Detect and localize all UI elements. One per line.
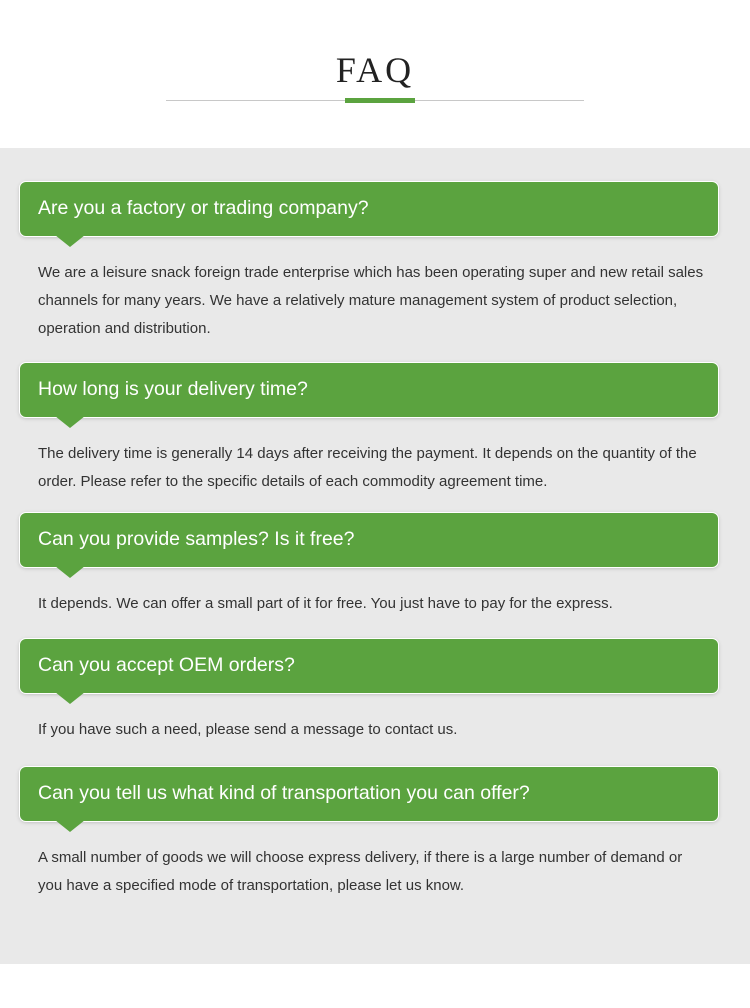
faq-question-4[interactable] [20,639,718,693]
faq-question-label: Can you accept OEM orders? [38,654,295,676]
faq-question-2[interactable] [20,363,718,417]
faq-header [0,0,750,148]
speech-pointer-icon [55,820,85,832]
faq-question-label: How long is your delivery time? [38,378,308,400]
speech-pointer-icon [55,566,85,578]
faq-question-5[interactable] [20,767,718,821]
faq-question-3[interactable] [20,513,718,567]
faq-answer-4: If you have such a need, please send a message to contact us. [38,721,458,738]
faq-panel [0,148,750,964]
speech-pointer-icon [55,692,85,704]
faq-question-label: Can you tell us what kind of transportation you can offer? [38,782,530,804]
speech-pointer-icon [55,416,85,428]
faq-question-label: Can you provide samples? Is it free? [38,528,355,550]
title-divider-accent [345,98,415,103]
faq-question-1[interactable] [20,182,718,236]
faq-answer-3: It depends. We can offer a small part of it for free. You just have to pay for the express. [38,595,613,612]
faq-question-label: Are you a factory or trading company? [38,197,369,219]
faq-answer-5: A small number of goods we will choose express delivery, if there is a large number of demand or you have a specified mode of transportation, please let us know. [38,849,683,894]
faq-answer-2: The delivery time is generally 14 days after receiving the payment. It depends on the quantity of the order. Please refer to the specific details of each commodity agreement time. [38,445,697,490]
faq-answer-1: We are a leisure snack foreign trade enterprise which has been operating super and new retail sales channels for many years. We have a relatively mature management system of product selection, operation and distribution. [38,264,704,337]
speech-pointer-icon [55,235,85,247]
page-title: FAQ [335,50,415,90]
